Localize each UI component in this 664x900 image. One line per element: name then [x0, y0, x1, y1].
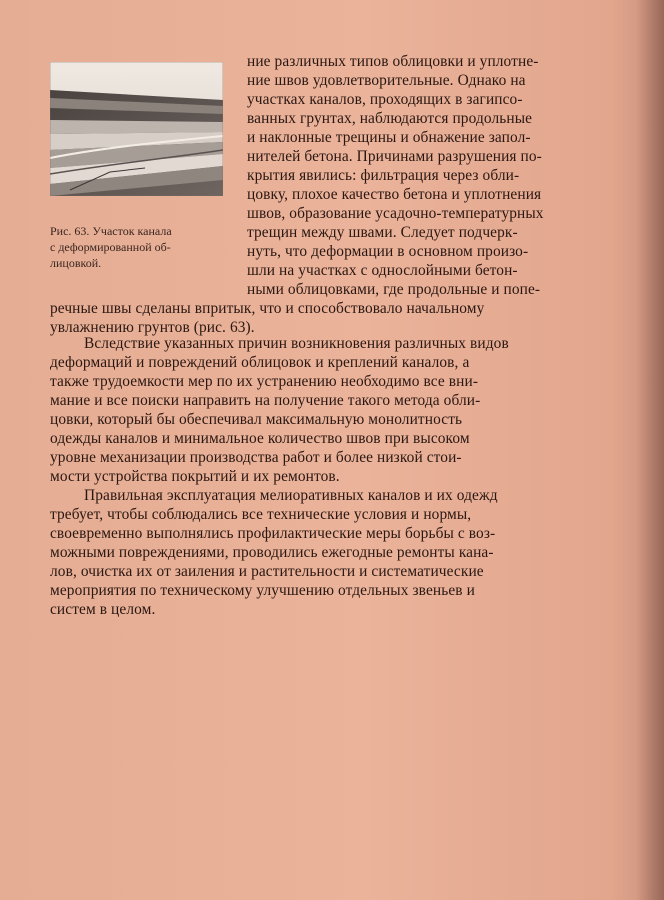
text-line: нуть, что деформации в основном произо-	[247, 243, 529, 260]
text-line: Правильная эксплуатация мелиоративных каналов и их одежд	[84, 487, 498, 504]
text-line: цовку, плохое качество бетона и уплотнения	[247, 186, 542, 203]
text-line: швов, образование усадочно-температурных	[247, 205, 544, 222]
text-line: также трудоемкости мер по их устранению необходимо все вни-	[50, 373, 479, 390]
text-line: уровне механизации производства работ и более низкой стои-	[50, 449, 462, 466]
text-line: ние различных типов облицовки и уплотне-	[247, 53, 539, 70]
caption-line: с деформированной об-	[50, 240, 171, 254]
text-line: участках каналов, проходящих в загипсо-	[247, 91, 523, 108]
text-line: мероприятия по техническому улучшению отдельных звеньев и	[50, 582, 475, 599]
text-line: ние швов удовлетворительные. Однако на	[247, 72, 526, 89]
text-line: трещин между швами. Следует подчерк-	[247, 224, 518, 241]
text-line: шли на участках с однослойными бетон-	[247, 262, 518, 279]
canal-photo	[50, 62, 223, 196]
text-line: ванных грунтах, наблюдаются продольные	[247, 110, 533, 127]
text-line: крытия явились: фильтрация через обли-	[247, 167, 520, 184]
caption-line: лицовкой.	[50, 256, 102, 270]
text-line: речные швы сделаны впритык, что и способствовало начальному	[50, 300, 485, 317]
text-line: требует, чтобы соблюдались все технические условия и нормы,	[50, 506, 472, 523]
text-line: мости устройства покрытий и их ремонтов.	[50, 468, 340, 485]
text-line: и наклонные трещины и обнажение запол-	[247, 129, 531, 146]
text-line: мание и все поиски направить на получение такого метода обли-	[50, 392, 481, 409]
caption-line: Рис. 63. Участок канала	[50, 224, 172, 238]
text-line: систем в целом.	[50, 601, 156, 618]
page-edge-shadow	[636, 0, 664, 900]
text-line: деформаций и повреждений облицовок и креплений каналов, а	[50, 354, 470, 371]
text-line: нителей бетона. Причинами разрушения по-	[247, 148, 542, 165]
figure-caption	[50, 223, 230, 271]
text-line: цовки, который бы обеспечивал максимальную монолитность	[50, 411, 463, 428]
text-line: ными облицовками, где продольные и попе-	[247, 281, 541, 298]
text-line: Вследствие указанных причин возникновения различных видов	[84, 335, 509, 352]
text-line: одежды каналов и минимальное количество швов при высоком	[50, 430, 470, 447]
text-line: своевременно выполнялись профилактические меры борьбы с воз-	[50, 525, 496, 542]
text-line: можными повреждениями, проводились ежегодные ремонты кана-	[50, 544, 494, 561]
text-line: лов, очистка их от заиления и растительности и систематические	[50, 563, 484, 580]
text-line: увлажнению грунтов (рис. 63).	[50, 319, 255, 336]
